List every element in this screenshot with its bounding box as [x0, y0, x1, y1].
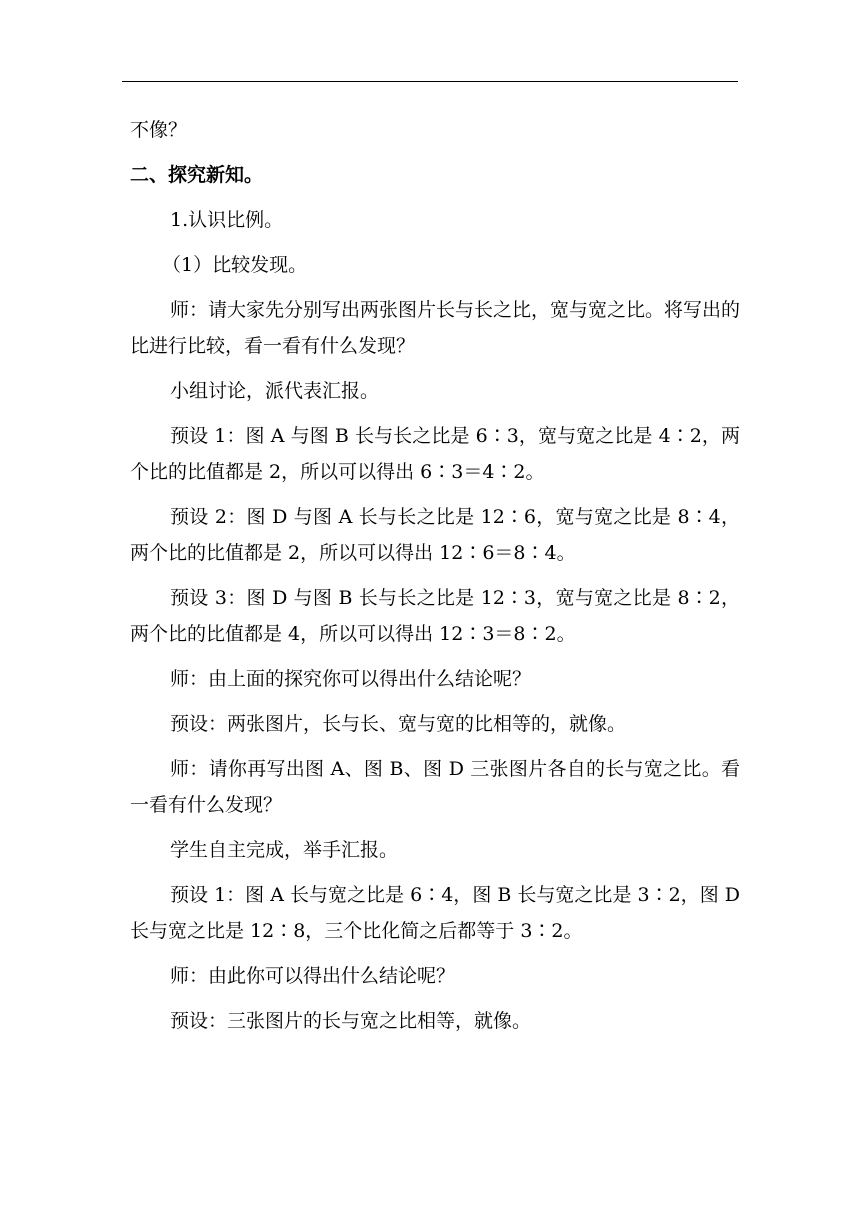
header-rule	[122, 81, 738, 82]
paragraph-continuation: 不像？	[130, 119, 188, 141]
subsubsection-heading: （1）比较发现。	[162, 254, 308, 276]
paragraph: 学生自主完成，举手汇报。	[170, 839, 399, 861]
paragraph: 小组讨论，派代表汇报。	[170, 380, 380, 402]
section-heading: 二、探究新知。	[130, 164, 264, 186]
paragraph: 师：请大家先分别写出两张图片长与长之比，宽与宽之比。将写出的比进行比较，看一看有什么发现？	[130, 299, 741, 357]
paragraph: 预设：两张图片，长与长、宽与宽的比相等的，就像。	[170, 713, 627, 735]
document-body	[130, 112, 740, 1048]
paragraph: 预设 2：图 D 与图 A 长与长之比是 12∶6，宽与宽之比是 8∶4，两个比的比值都是 2，所以可以得出 12∶6＝8∶4。	[130, 506, 740, 564]
paragraph: 师：请你再写出图 A、图 B、图 D 三张图片各自的长与宽之比。看一看有什么发现？	[130, 758, 740, 816]
paragraph: 预设 1：图 A 长与宽之比是 6∶4，图 B 长与宽之比是 3∶2，图 D 长与宽之比是 12∶8，三个比化简之后都等于 3∶2。	[130, 884, 740, 942]
paragraph: 师：由上面的探究你可以得出什么结论呢？	[170, 668, 532, 690]
subsection-heading: 1.认识比例。	[170, 209, 284, 231]
paragraph: 预设：三张图片的长与宽之比相等，就像。	[170, 1010, 532, 1032]
paragraph: 预设 1：图 A 与图 B 长与长之比是 6∶3，宽与宽之比是 4∶2，两个比的比值都是 2，所以可以得出 6∶3＝4∶2。	[130, 425, 740, 483]
paragraph: 预设 3：图 D 与图 B 长与长之比是 12∶3，宽与宽之比是 8∶2，两个比的比值都是 4，所以可以得出 12∶3＝8∶2。	[130, 587, 740, 645]
paragraph: 师：由此你可以得出什么结论呢？	[170, 965, 456, 987]
